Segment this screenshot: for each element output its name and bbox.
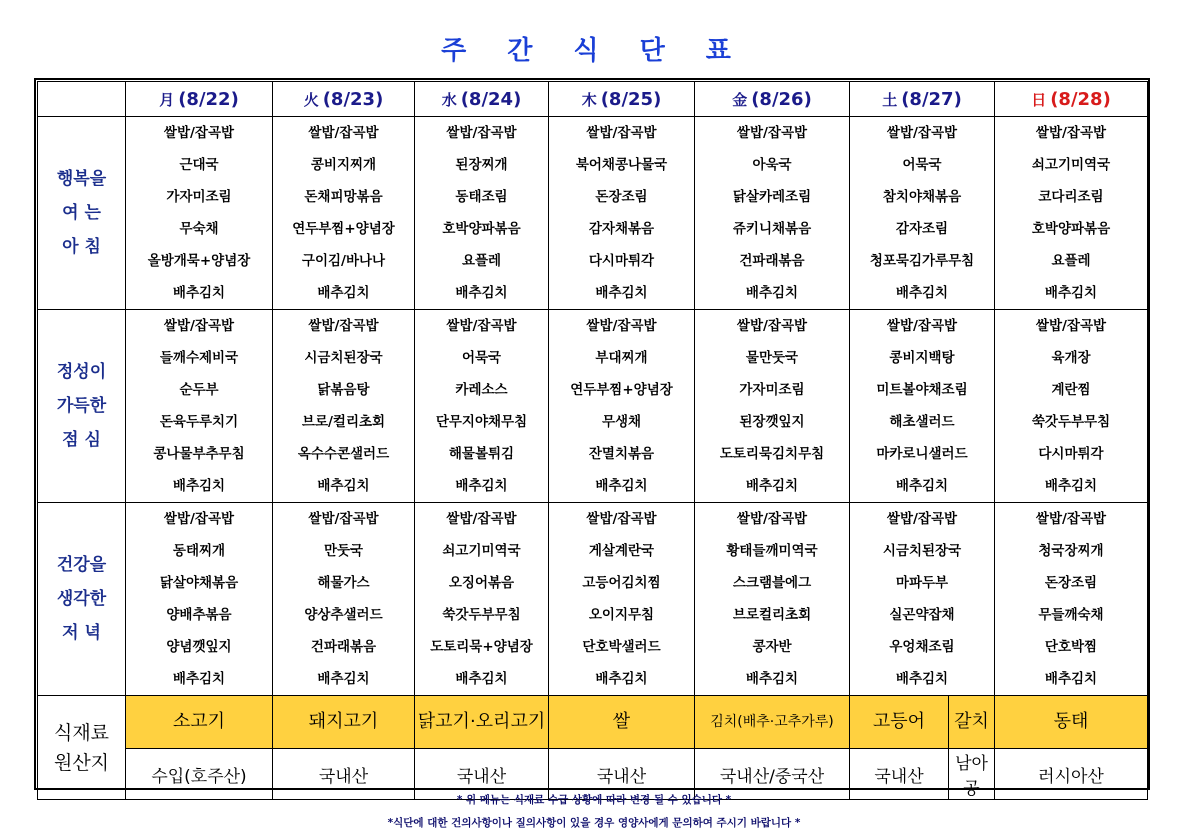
origin-source: 국내산 [273,749,415,800]
day-label: (8/26) [751,88,812,110]
menu-cell [273,503,415,696]
menu-item: 마파두부 [895,575,949,591]
origin-source: 국내산 [549,749,695,800]
menu-item-list [549,117,694,309]
notice-change: * 위 메뉴는 식재료 수급 상황에 따라 변경 될 수 있습니다 * [456,794,732,806]
menu-item-list [126,503,272,695]
origin-item: 소고기 [126,696,273,749]
menu-item: 미트볼야채조림 [876,382,968,398]
menu-item: 해물가스 [317,575,370,591]
page-title: 주 간 식 단 표 [441,36,747,66]
menu-item-list [126,310,272,502]
menu-item: 쌀밥/잡곡밥 [736,125,808,141]
origin-item: 갈치 [949,696,995,749]
menu-item: 도토리묵+양념장 [430,639,533,655]
tue-icon: 火 [303,90,319,109]
menu-item: 옥수수콘샐러드 [297,446,390,462]
menu-item: 구이김/바나나 [301,253,386,269]
menu-item: 연두부찜+양념장 [570,382,673,398]
menu-item: 배추김치 [317,478,370,494]
menu-item: 참치야채볶음 [882,189,962,205]
menu-item: 쌀밥/잡곡밥 [1035,511,1107,527]
menu-item: 쌀밥/잡곡밥 [736,511,808,527]
menu-item: 양상추샐러드 [304,607,383,623]
menu-item: 쌀밥/잡곡밥 [308,511,379,527]
menu-item: 감자채볶음 [588,221,655,237]
origin-item: 쌀 [549,696,695,749]
menu-cell [850,310,995,503]
menu-item: 무들깨숙채 [1038,607,1104,623]
menu-item: 된장찌개 [455,157,508,173]
meal-label-line: 저 녁 [62,623,101,643]
menu-item: 돈채피망볶음 [304,189,383,205]
menu-item: 황태들깨미역국 [726,543,818,559]
menu-item: 다시마튀각 [588,253,655,269]
menu-item-list [273,310,414,502]
menu-item: 실곤약잡채 [889,607,955,623]
menu-cell [995,310,1148,503]
menu-item: 배추김치 [745,285,799,301]
menu-cell [695,310,850,503]
menu-item: 쌀밥/잡곡밥 [886,318,958,334]
menu-item: 북어채콩나물국 [575,157,668,173]
day-header-tue [273,82,415,117]
menu-item: 콩나물부추무침 [153,446,245,462]
menu-item: 배추김치 [595,478,648,494]
menu-cell [415,310,549,503]
menu-item: 배추김치 [1044,478,1098,494]
menu-item: 쌀밥/잡곡밥 [308,318,379,334]
menu-item: 쌀밥/잡곡밥 [163,318,235,334]
menu-item: 쌀밥/잡곡밥 [1035,125,1107,141]
corner-cell [38,82,126,117]
menu-item: 게살계란국 [588,543,655,559]
menu-item-list [549,503,694,695]
menu-item: 닭살야채볶음 [159,575,239,591]
menu-item: 배추김치 [745,671,799,687]
menu-item: 쌀밥/잡곡밥 [736,318,808,334]
menu-item: 콩비지백탕 [889,350,955,366]
menu-item-list [850,310,994,502]
menu-item-list [273,117,414,309]
menu-item: 동태찌개 [172,543,226,559]
menu-cell [850,503,995,696]
menu-item: 어묵국 [902,157,942,173]
origin-item: 김치(배추·고추가루) [695,696,850,749]
menu-cell [695,503,850,696]
menu-item: 단호박찜 [1044,639,1098,655]
meal-label-line: 아 침 [62,237,101,257]
day-header-sat [850,82,995,117]
meal-label-line: 생각한 [56,589,107,609]
menu-item: 돈육두루치기 [159,414,239,430]
menu-cell [549,503,695,696]
menu-item: 쑥갓두부무침 [442,607,521,623]
menu-item: 계란찜 [1051,382,1091,398]
menu-item: 청포묵김가루무침 [869,253,975,269]
menu-item: 근대국 [179,157,219,173]
meal-label-line: 행복을 [56,169,107,189]
menu-item: 쇠고기미역국 [442,543,521,559]
menu-item: 해초샐러드 [889,414,955,430]
menu-cell [850,117,995,310]
menu-item: 다시마튀각 [1038,446,1104,462]
menu-item: 배추김치 [595,285,648,301]
day-label: (8/25) [600,88,662,110]
origin-label-line: 원산지 [53,751,110,774]
day-header-sun [995,82,1148,117]
menu-item: 단무지야채무침 [435,414,528,430]
menu-item-list [695,503,849,695]
day-header-mon [126,82,273,117]
meal-label-line: 점 심 [62,430,101,450]
menu-cell [995,117,1148,310]
menu-item: 쌀밥/잡곡밥 [586,318,657,334]
meal-label-lunch [38,310,126,503]
menu-cell [549,310,695,503]
sun-icon: 日 [1031,90,1047,109]
menu-item: 쌀밥/잡곡밥 [163,511,235,527]
menu-item: 양념깻잎지 [166,639,232,655]
menu-item: 호박양파볶음 [442,221,521,237]
menu-item: 도토리묵김치무침 [719,446,825,462]
menu-item: 해물볼튀김 [448,446,515,462]
menu-cell [415,117,549,310]
menu-item: 배추김치 [595,671,648,687]
menu-item: 건파래볶음 [739,253,805,269]
menu-item: 콩자반 [752,639,792,655]
menu-item: 연두부찜+양념장 [292,221,395,237]
origin-item: 동태 [995,696,1148,749]
menu-item: 쌀밥/잡곡밥 [308,125,379,141]
menu-item: 건파래볶음 [310,639,377,655]
menu-item: 쌀밥/잡곡밥 [446,125,517,141]
menu-item: 물만둣국 [745,350,799,366]
menu-cell [126,503,273,696]
menu-item: 쌀밥/잡곡밥 [446,511,517,527]
menu-item: 가자미조림 [739,382,805,398]
day-header-fri [695,82,850,117]
menu-item: 쑥갓두부무침 [1031,414,1111,430]
menu-cell [126,117,273,310]
menu-item-list [695,117,849,309]
menu-item: 배추김치 [172,285,226,301]
meal-row-breakfast [38,117,1148,310]
menu-item: 배추김치 [895,285,949,301]
menu-item: 배추김치 [317,671,370,687]
menu-item: 카레소스 [455,382,508,398]
origin-source: 국내산 [415,749,549,800]
menu-item: 배추김치 [1044,285,1098,301]
menu-item: 쌀밥/잡곡밥 [586,511,657,527]
day-label: (8/27) [901,88,962,110]
origin-source: 국내산 [850,749,949,800]
thu-icon: 木 [581,90,597,109]
menu-item: 콩비지찌개 [310,157,377,173]
menu-item: 쌀밥/잡곡밥 [163,125,235,141]
menu-item-list [273,503,414,695]
menu-item-list [995,503,1147,695]
sat-icon: 土 [882,90,898,109]
menu-item: 배추김치 [455,285,508,301]
menu-item: 닭살카레조림 [732,189,812,205]
menu-cell [273,117,415,310]
menu-item: 단호박샐러드 [582,639,661,655]
menu-item: 배추김치 [455,671,508,687]
menu-cell [273,310,415,503]
day-header-row [38,82,1148,117]
meal-row-dinner [38,503,1148,696]
origin-source: 러시아산 [995,749,1148,800]
menu-item: 배추김치 [172,478,226,494]
menu-item: 쌀밥/잡곡밥 [886,125,958,141]
origin-label-line: 식재료 [53,721,110,744]
menu-item-list [126,117,272,309]
menu-item: 쌀밥/잡곡밥 [1035,318,1107,334]
origin-items-row [38,696,1148,749]
menu-item: 청국장찌개 [1038,543,1104,559]
menu-cell [415,503,549,696]
meal-label-line: 건강을 [56,555,107,575]
menu-item: 배추김치 [895,671,949,687]
menu-item-list [415,117,548,309]
menu-item-list [415,503,548,695]
menu-item: 쥬키니채볶음 [732,221,812,237]
menu-item: 배추김치 [455,478,508,494]
menu-item: 무숙채 [179,221,219,237]
menu-item: 배추김치 [745,478,799,494]
menu-item: 요플레 [461,253,502,269]
menu-item: 돈장조림 [595,189,648,205]
menu-item: 순두부 [179,382,219,398]
menu-item: 쇠고기미역국 [1031,157,1111,173]
meal-label-breakfast [38,117,126,310]
origin-source: 남아공 [949,749,995,800]
menu-cell [549,117,695,310]
menu-cell [695,117,850,310]
menu-item: 배추김치 [1044,671,1098,687]
menu-item: 올방개묵+양념장 [147,253,251,269]
menu-item: 호박양파볶음 [1031,221,1111,237]
day-label: (8/22) [178,88,239,110]
menu-item: 브로컬리초회 [732,607,812,623]
day-label: (8/24) [460,88,522,110]
menu-item: 어묵국 [461,350,502,366]
wed-icon: 水 [441,90,457,109]
menu-item-list [850,503,994,695]
menu-item: 오징어볶음 [448,575,515,591]
menu-item-list [549,310,694,502]
day-label: (8/23) [322,88,384,110]
menu-item: 된장깻잎지 [739,414,805,430]
menu-item: 닭볶음탕 [317,382,370,398]
menu-item: 우엉채조림 [889,639,955,655]
meal-label-line: 가득한 [56,396,107,416]
menu-item: 스크램블에그 [732,575,812,591]
origin-label [38,696,126,800]
notice-contact: *식단에 대한 건의사항이나 질의사항이 있을 경우 영양사에게 문의하여 주시기 바랍니다 * [387,817,801,829]
menu-item: 무생채 [601,414,642,430]
menu-item: 부대찌개 [595,350,648,366]
fri-icon: 金 [732,90,748,109]
menu-item-list [995,117,1147,309]
menu-item: 육개장 [1051,350,1091,366]
weekly-menu-table [37,81,1148,800]
menu-item: 배추김치 [895,478,949,494]
menu-item-list [995,310,1147,502]
menu-item: 쌀밥/잡곡밥 [886,511,958,527]
mon-icon: 月 [159,90,175,109]
day-header-thu [549,82,695,117]
origin-item: 돼지고기 [273,696,415,749]
menu-item: 감자조림 [895,221,949,237]
menu-item: 고등어김치찜 [582,575,661,591]
menu-item-list [850,117,994,309]
menu-item: 쌀밥/잡곡밥 [586,125,657,141]
day-label: (8/28) [1050,88,1111,110]
origin-source: 수입(호주산) [126,749,273,800]
origin-item: 닭고기·오리고기 [415,696,549,749]
menu-item: 만둣국 [323,543,364,559]
menu-item: 잔멸치볶음 [588,446,655,462]
menu-item: 배추김치 [172,671,226,687]
menu-item-list [695,310,849,502]
menu-item: 코다리조림 [1038,189,1104,205]
meal-row-lunch [38,310,1148,503]
menu-item: 시금치된장국 [304,350,383,366]
origin-item: 고등어 [850,696,949,749]
menu-cell [995,503,1148,696]
menu-cell [126,310,273,503]
meal-label-line: 여 는 [62,203,101,223]
menu-item: 요플레 [1051,253,1091,269]
menu-item: 양배추볶음 [166,607,232,623]
menu-item: 돈장조림 [1044,575,1098,591]
menu-item: 시금치된장국 [882,543,962,559]
day-header-wed [415,82,549,117]
menu-item: 아욱국 [752,157,792,173]
menu-item: 들깨수제비국 [159,350,239,366]
menu-item: 쌀밥/잡곡밥 [446,318,517,334]
menu-item-list [415,310,548,502]
menu-item: 배추김치 [317,285,370,301]
origin-source: 국내산/중국산 [695,749,850,800]
menu-item: 오이지무침 [588,607,655,623]
menu-item: 동태조림 [455,189,508,205]
menu-item: 가자미조림 [166,189,232,205]
meal-label-dinner [38,503,126,696]
meal-label-line: 정성이 [56,362,107,382]
menu-item: 마카로니샐러드 [876,446,968,462]
menu-item: 브로/컬리초회 [301,414,386,430]
